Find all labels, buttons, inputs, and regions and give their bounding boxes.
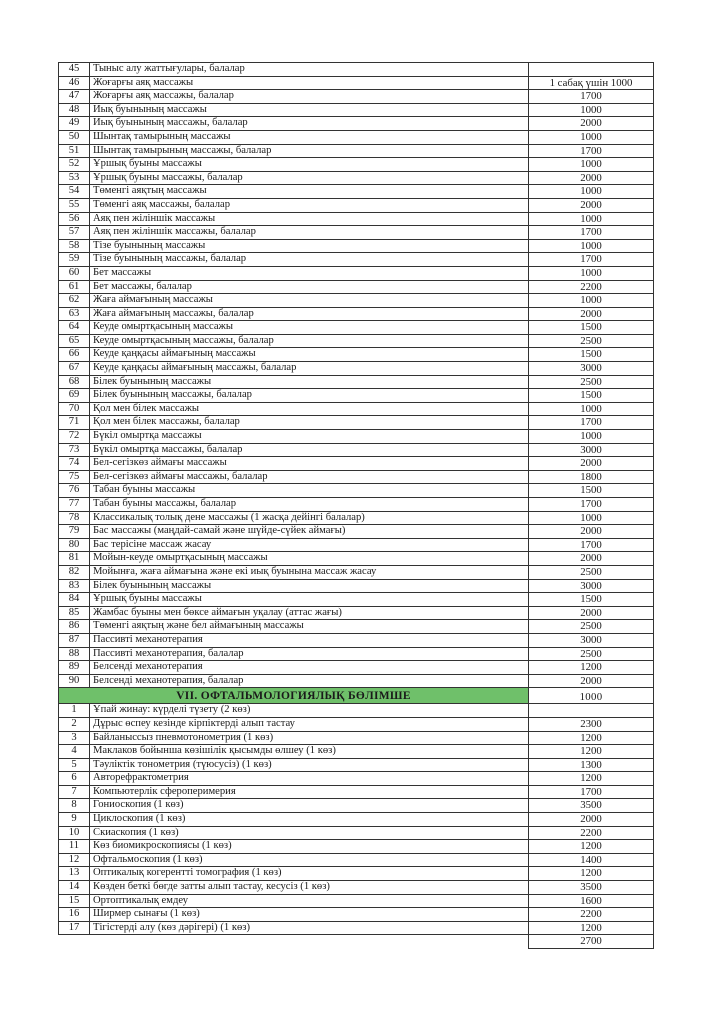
service-price [529, 704, 654, 718]
service-price: 1700 [529, 785, 654, 799]
table-row [59, 130, 654, 144]
service-name: Мойынға, жаға аймағына және екі иық буынына массаж жасау [90, 565, 529, 579]
service-name: Тігістерді алу (көз дәрігері) (1 көз) [90, 921, 529, 935]
table-row [59, 294, 654, 308]
table-row [59, 375, 654, 389]
table-row [59, 620, 654, 634]
service-price: 1300 [529, 758, 654, 772]
service-name: Бел-сегізкөз аймағы массажы [90, 457, 529, 471]
table-row [59, 253, 654, 267]
service-name: Компьютерлік сфероперимерия [90, 785, 529, 799]
table-row [59, 430, 654, 444]
table-row [59, 745, 654, 759]
table-row [59, 881, 654, 895]
row-number: 80 [59, 538, 90, 552]
service-price: 1700 [529, 416, 654, 430]
service-price: 1000 [529, 266, 654, 280]
row-number: 68 [59, 375, 90, 389]
row-number: 74 [59, 457, 90, 471]
table-row [59, 704, 654, 718]
price-list-page [58, 62, 648, 949]
service-price: 1700 [529, 253, 654, 267]
row-number: 13 [59, 867, 90, 881]
service-name: Авторефрактометрия [90, 772, 529, 786]
service-price: 1000 [529, 158, 654, 172]
table-row [59, 717, 654, 731]
row-number: 77 [59, 498, 90, 512]
service-price: 2500 [529, 565, 654, 579]
row-number: 15 [59, 894, 90, 908]
service-price: 2000 [529, 117, 654, 131]
service-price: 3000 [529, 362, 654, 376]
section-header-group [59, 688, 654, 704]
row-number: 7 [59, 785, 90, 799]
service-name: Білек буынының массажы, балалар [90, 389, 529, 403]
table-row [59, 853, 654, 867]
row-number: 76 [59, 484, 90, 498]
row-number: 9 [59, 813, 90, 827]
service-name: Бас терісіне массаж жасау [90, 538, 529, 552]
service-price: 1000 [529, 103, 654, 117]
service-price: 3500 [529, 881, 654, 895]
service-price: 3000 [529, 443, 654, 457]
service-name: Жамбас буыны мен бөксе аймағын уқалау (аттас жағы) [90, 606, 529, 620]
row-number: 63 [59, 307, 90, 321]
service-price: 2200 [529, 280, 654, 294]
service-price: 2000 [529, 171, 654, 185]
table-row [59, 103, 654, 117]
table-row [59, 538, 654, 552]
service-name: Табан буыны массажы [90, 484, 529, 498]
service-name: Тәуліктік тонометрия (түюсусіз) (1 көз) [90, 758, 529, 772]
service-price: 1500 [529, 593, 654, 607]
row-number: 51 [59, 144, 90, 158]
service-price: 2200 [529, 908, 654, 922]
service-price: 2000 [529, 552, 654, 566]
row-number: 45 [59, 63, 90, 77]
table-row [59, 212, 654, 226]
service-price: 1200 [529, 745, 654, 759]
service-price: 1700 [529, 144, 654, 158]
service-name: Төменгі аяқтың массажы [90, 185, 529, 199]
row-number: 1 [59, 704, 90, 718]
service-name: Пассивті механотерапия, балалар [90, 647, 529, 661]
row-number: 82 [59, 565, 90, 579]
row-number: 2 [59, 717, 90, 731]
row-number: 88 [59, 647, 90, 661]
table-row [59, 525, 654, 539]
table-row [59, 226, 654, 240]
row-number: 71 [59, 416, 90, 430]
row-number: 81 [59, 552, 90, 566]
service-price: 1000 [529, 511, 654, 525]
table-row [59, 63, 654, 77]
row-number: 47 [59, 90, 90, 104]
service-price: 2300 [529, 717, 654, 731]
row-number: 11 [59, 840, 90, 854]
service-name: Гониоскопия (1 көз) [90, 799, 529, 813]
service-price: 1000 [529, 212, 654, 226]
service-name: Тізе буынының массажы, балалар [90, 253, 529, 267]
service-name: Табан буыны массажы, балалар [90, 498, 529, 512]
service-price: 2200 [529, 826, 654, 840]
table-row [59, 935, 654, 949]
section-title: VII. ОФТАЛЬМОЛОГИЯЛЫҚ БӨЛІМШЕ [59, 688, 529, 704]
service-name: Ұршық буыны массажы [90, 158, 529, 172]
service-name: Төменгі аяқ массажы, балалар [90, 198, 529, 212]
service-name: Бас массажы (маңдай-самай және шүйде-сүйек аймағы) [90, 525, 529, 539]
service-name: Жоғарғы аяқ массажы, балалар [90, 90, 529, 104]
service-name: Ұршық буыны массажы, балалар [90, 171, 529, 185]
table-row [59, 144, 654, 158]
row-number: 52 [59, 158, 90, 172]
ophthalmology-rows [59, 704, 654, 935]
row-number: 56 [59, 212, 90, 226]
table-row [59, 76, 654, 90]
service-name: Оптикалық когерентті томография (1 көз) [90, 867, 529, 881]
table-row [59, 307, 654, 321]
row-number: 8 [59, 799, 90, 813]
service-name: Пассивті механотерапия [90, 633, 529, 647]
row-number: 61 [59, 280, 90, 294]
service-name: Ұршық буыны массажы [90, 593, 529, 607]
service-name: Офтальмоскопия (1 көз) [90, 853, 529, 867]
row-number: 78 [59, 511, 90, 525]
service-price: 2000 [529, 307, 654, 321]
table-row [59, 661, 654, 675]
table-row [59, 921, 654, 935]
service-price: 1000 [529, 130, 654, 144]
row-number: 16 [59, 908, 90, 922]
service-price: 2000 [529, 674, 654, 688]
row-number: 90 [59, 674, 90, 688]
service-price: 1 сабақ үшін 1000 [529, 76, 654, 90]
row-number: 67 [59, 362, 90, 376]
service-price: 2000 [529, 606, 654, 620]
service-price: 3500 [529, 799, 654, 813]
row-number: 54 [59, 185, 90, 199]
row-number: 5 [59, 758, 90, 772]
section-price: 1000 [529, 688, 654, 704]
service-price: 1700 [529, 498, 654, 512]
service-name: Скиаскопия (1 көз) [90, 826, 529, 840]
row-number: 53 [59, 171, 90, 185]
trailing-group [59, 935, 654, 949]
table-row [59, 731, 654, 745]
table-row [59, 633, 654, 647]
service-name: Кеуде омыртқасының массажы [90, 321, 529, 335]
table-row [59, 840, 654, 854]
row-number: 12 [59, 853, 90, 867]
service-name: Ширмер сынағы (1 көз) [90, 908, 529, 922]
row-number: 62 [59, 294, 90, 308]
service-name: Тізе буынының массажы [90, 239, 529, 253]
row-number: 57 [59, 226, 90, 240]
row-number: 48 [59, 103, 90, 117]
row-number: 87 [59, 633, 90, 647]
service-price: 2500 [529, 647, 654, 661]
service-price: 2500 [529, 334, 654, 348]
service-price: 1800 [529, 470, 654, 484]
service-price: 3000 [529, 633, 654, 647]
table-row [59, 117, 654, 131]
row-number: 4 [59, 745, 90, 759]
massage-rows [59, 63, 654, 688]
service-name: Ұпай жинау: күрделі түзету (2 көз) [90, 704, 529, 718]
service-price: 1000 [529, 185, 654, 199]
row-number: 84 [59, 593, 90, 607]
service-name: Көз биомикроскопиясы (1 көз) [90, 840, 529, 854]
service-price: 2000 [529, 525, 654, 539]
row-number: 79 [59, 525, 90, 539]
row-number: 10 [59, 826, 90, 840]
service-name: Аяқ пен жіліншік массажы [90, 212, 529, 226]
row-number: 72 [59, 430, 90, 444]
section-header-row [59, 688, 654, 704]
row-number: 6 [59, 772, 90, 786]
service-price: 2000 [529, 813, 654, 827]
row-number: 85 [59, 606, 90, 620]
row-number: 89 [59, 661, 90, 675]
service-price: 1500 [529, 484, 654, 498]
service-name: Дұрыс өспеу кезінде кірпіктерді алып тастау [90, 717, 529, 731]
table-row [59, 198, 654, 212]
service-name: Бүкіл омыртқа массажы, балалар [90, 443, 529, 457]
table-row [59, 674, 654, 688]
table-row [59, 158, 654, 172]
row-number: 64 [59, 321, 90, 335]
row-number: 86 [59, 620, 90, 634]
row-number: 73 [59, 443, 90, 457]
table-row [59, 867, 654, 881]
table-row [59, 171, 654, 185]
service-name: Білек буынының массажы [90, 375, 529, 389]
table-row [59, 334, 654, 348]
service-price: 2000 [529, 457, 654, 471]
row-number: 65 [59, 334, 90, 348]
service-price: 1200 [529, 921, 654, 935]
service-name: Жоғарғы аяқ массажы [90, 76, 529, 90]
row-number: 69 [59, 389, 90, 403]
service-price [529, 63, 654, 77]
table-row [59, 552, 654, 566]
table-row [59, 470, 654, 484]
row-number: 14 [59, 881, 90, 895]
service-price: 1500 [529, 348, 654, 362]
row-number: 66 [59, 348, 90, 362]
service-price: 3000 [529, 579, 654, 593]
service-name: Байланыссыз пневмотонометрия (1 көз) [90, 731, 529, 745]
table-row [59, 185, 654, 199]
service-name: Тыныс алу жаттығулары, балалар [90, 63, 529, 77]
row-number: 83 [59, 579, 90, 593]
table-row [59, 443, 654, 457]
service-name: Бел-сегізкөз аймағы массажы, балалар [90, 470, 529, 484]
service-name: Кеуде омыртқасының массажы, балалар [90, 334, 529, 348]
row-number: 55 [59, 198, 90, 212]
service-price: 1200 [529, 731, 654, 745]
table-row [59, 606, 654, 620]
table-row [59, 266, 654, 280]
table-row [59, 799, 654, 813]
table-row [59, 362, 654, 376]
table-row [59, 90, 654, 104]
service-name: Қол мен білек массажы [90, 402, 529, 416]
service-name: Төменгі аяқтың және бел аймағының массажы [90, 620, 529, 634]
service-name: Кеуде қаңқасы аймағының массажы, балалар [90, 362, 529, 376]
row-number: 70 [59, 402, 90, 416]
table-row [59, 498, 654, 512]
service-name: Белсенді механотерапия, балалар [90, 674, 529, 688]
service-name: Қол мен білек массажы, балалар [90, 416, 529, 430]
row-number: 46 [59, 76, 90, 90]
table-row [59, 772, 654, 786]
service-name: Мойын-кеуде омыртқасының массажы [90, 552, 529, 566]
service-name: Бет массажы [90, 266, 529, 280]
table-row [59, 321, 654, 335]
price-table [58, 62, 654, 949]
service-price: 1500 [529, 321, 654, 335]
row-number: 17 [59, 921, 90, 935]
table-row [59, 239, 654, 253]
service-name: Көзден беткі бөгде затты алып тастау, кесусіз (1 көз) [90, 881, 529, 895]
table-row [59, 593, 654, 607]
service-name: Классикалық толық дене массажы (1 жасқа дейінгі балалар) [90, 511, 529, 525]
service-price: 1200 [529, 772, 654, 786]
service-price: 2500 [529, 375, 654, 389]
table-row [59, 511, 654, 525]
row-number: 59 [59, 253, 90, 267]
service-price: 1700 [529, 90, 654, 104]
service-price: 1000 [529, 239, 654, 253]
service-price: 1700 [529, 226, 654, 240]
service-name: Шынтақ тамырының массажы [90, 130, 529, 144]
row-number: 49 [59, 117, 90, 131]
service-price: 2000 [529, 198, 654, 212]
service-price: 1700 [529, 538, 654, 552]
service-name: Шынтақ тамырының массажы, балалар [90, 144, 529, 158]
table-row [59, 565, 654, 579]
service-name: Ортоптикалық емдеу [90, 894, 529, 908]
service-price: 1200 [529, 840, 654, 854]
table-row [59, 416, 654, 430]
table-row [59, 826, 654, 840]
service-name: Бүкіл омыртқа массажы [90, 430, 529, 444]
table-row [59, 280, 654, 294]
row-number: 3 [59, 731, 90, 745]
service-price: 1000 [529, 294, 654, 308]
service-price: 1000 [529, 402, 654, 416]
service-price: 2500 [529, 620, 654, 634]
service-name: Кеуде қаңқасы аймағының массажы [90, 348, 529, 362]
table-row [59, 813, 654, 827]
service-name: Иық буынының массажы [90, 103, 529, 117]
service-name: Иық буынының массажы, балалар [90, 117, 529, 131]
row-number: 75 [59, 470, 90, 484]
table-row [59, 758, 654, 772]
service-name: Білек буынының массажы [90, 579, 529, 593]
service-name: Белсенді механотерапия [90, 661, 529, 675]
service-name: Жаға аймағының массажы [90, 294, 529, 308]
table-row [59, 647, 654, 661]
table-row [59, 785, 654, 799]
table-row [59, 389, 654, 403]
trailing-price: 2700 [529, 935, 654, 949]
row-number: 50 [59, 130, 90, 144]
service-price: 1000 [529, 430, 654, 444]
table-row [59, 348, 654, 362]
table-row [59, 484, 654, 498]
table-row [59, 402, 654, 416]
service-name: Аяқ пен жіліншік массажы, балалар [90, 226, 529, 240]
table-row [59, 579, 654, 593]
service-price: 1600 [529, 894, 654, 908]
row-number: 60 [59, 266, 90, 280]
service-name: Циклоскопия (1 көз) [90, 813, 529, 827]
row-number: 58 [59, 239, 90, 253]
service-name: Маклаков бойынша көзішілік қысымды өлшеу (1 көз) [90, 745, 529, 759]
table-row [59, 457, 654, 471]
service-name: Бет массажы, балалар [90, 280, 529, 294]
service-name: Жаға аймағының массажы, балалар [90, 307, 529, 321]
service-price: 1400 [529, 853, 654, 867]
service-price: 1200 [529, 867, 654, 881]
service-price: 1200 [529, 661, 654, 675]
table-row [59, 908, 654, 922]
service-price: 1500 [529, 389, 654, 403]
table-row [59, 894, 654, 908]
